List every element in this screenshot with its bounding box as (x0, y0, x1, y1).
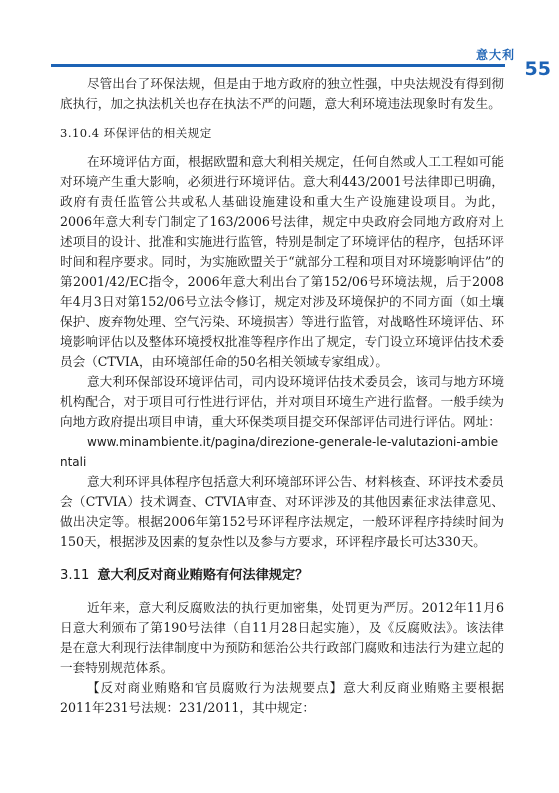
page-content (60, 74, 504, 718)
section-heading (60, 566, 504, 586)
header-rule (51, 64, 505, 67)
page-number: 55 (524, 58, 551, 80)
paragraph-eval-3: 意大利环评具体程序包括意大利环境部环评公告、材料核查、环评技术委员会（CTVIA）技术调查、CTVIA审查、对环评涉及的其他因素征求法律意见、做出决定等。根据2006年第152号环评程序法规定，一般环评程序持续时间为150天，根据涉及因素的复杂性以及参与方要求，环评程序最长可达330天。 (60, 474, 504, 549)
paragraph-bribery-1: 近年来，意大利反腐败法的执行更加密集，处罚更为严厉。2012年11月6日意大利颁布了第190号法律（自11月28日起实施），及《反腐败法》。该法律是在意大利现行法律制度中为预防和惩治公共行政部门腐败和违法行为建立起的一套特别规范体系。 (60, 600, 504, 675)
page-header (0, 0, 559, 80)
ministry-url[interactable]: www.minambiente.it/pagina/direzione-generale-le-valutazioni-ambientali (60, 435, 499, 469)
running-header-country: 意大利 (475, 48, 515, 62)
paragraph-intro: 尽管出台了环保法规，但是由于地方政府的独立性强，中央法规没有得到彻底执行，加之执法机关也存在执法不严的问题，意大利环境违法现象时有发生。 (60, 76, 504, 111)
paragraph-eval-1: 在环境评估方面，根据欧盟和意大利相关规定，任何自然或人工工程如可能对环境产生重大影响，必须进行环境评估。意大利443/2001号法律即已明确，政府有责任监管公共或私人基础设施建设和重大生产设施建设项目。为此，2006年意大利专门制定了163/2006号法律，规定中央政府会同地方政府对上述项目的设计、批准和实施进行监管，特别是制定了环境评估的程序，包括环评时间和程序要求。同时，为实施欧盟关于“就部分工程和项目对环境影响评估”的第2001/42/EC指令，2006年意大利出台了第152/06号环境法规，后于2008年4月3日对第152/06号立法令修订，规定对涉及环境保护的不同方面（如土壤保护、废弃物处理、空气污染、环境损害）等进行监管，对战略性环境评估、环境影响评估以及整体环境授权批准等程序作出了规定，专门设立环境评估技术委员会（CTVIA，由环境部任命的50名相关领域专家组成）。 (60, 154, 504, 369)
subsection-number: 3.10.4 (60, 126, 100, 140)
section-title: 意大利反对商业贿赂有何法律规定？ (97, 568, 309, 583)
paragraph-eval-2: 意大利环保部设环境评估司，司内设环境评估技术委员会，该司与地方环境机构配合，对于项目可行性进行评估，并对项目环境生产进行监督。一般手续为向地方政府提出项目申请，重大环保类项目提交环保部评估司进行评估。网址： (60, 374, 504, 429)
section-number: 3.11 (60, 568, 90, 583)
subsection-heading (60, 124, 504, 142)
subsection-title: 环保评估的相关规定 (103, 126, 212, 140)
paragraph-bribery-2: 【反对商业贿赂和官员腐败行为法规要点】意大利反商业贿赂主要根据2011年231号法规：231/2011，其中规定： (60, 680, 504, 715)
